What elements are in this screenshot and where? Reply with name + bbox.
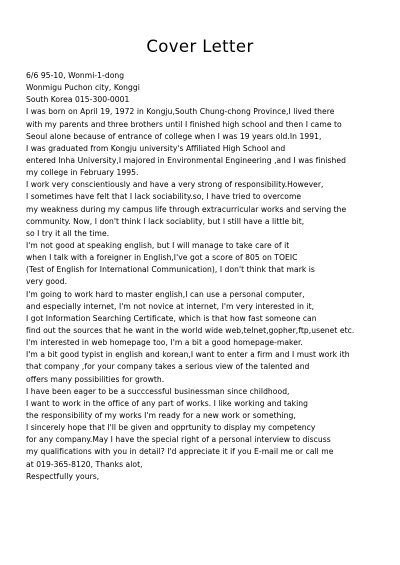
letter-line: entered Inha University,I majored in Environmental Engineering ,and I was finished (26, 155, 347, 165)
letter-line: find out the sources that he want in the world wide web,telnet,gopher,ftp,usenet etc. (26, 325, 355, 335)
letter-body (26, 70, 394, 483)
document-title: Cover Letter (146, 37, 254, 56)
letter-line: and especially internet, I'm not novice at internet, I'm very interested in it, (26, 301, 315, 311)
letter-line: with my parents and three brothers until I finished high school and then I came to (26, 119, 342, 129)
letter-line: very good. (26, 277, 68, 287)
letter-line: I have been eager to be a succcessful businessman since childhood, (26, 386, 290, 396)
letter-line: I'm going to work hard to master english,I can use a personal computer, (26, 289, 305, 299)
letter-line: Seoul alone because of entrance of college when I was 19 years old.In 1991, (26, 131, 322, 141)
letter-line: community. Now, I don't think I lack sociablity, but I still have a little bit, (26, 216, 305, 226)
letter-line: 6/6 95-10, Wonmi-1-dong (26, 71, 125, 80)
letter-line: I was graduated from Kongju university's Affiliated High School and (26, 143, 286, 153)
letter-line: I'm interested in web homepage too, I'm a bit a good homepage-maker. (26, 338, 303, 348)
letter-line: my qualifications with you in detail? I'd appreciate it if you E-mail me or call me (26, 447, 334, 457)
letter-line: at 019-365-8120, Thanks alot, (26, 459, 143, 469)
letter-line: I'm not good at speaking english, but I will manage to take care of it (26, 240, 290, 250)
letter-line: I sincerely hope that I'll be given and opprtunity to display my competency (26, 423, 316, 433)
letter-line: I sometimes have felt that I lack sociability.so, I have tried to overcome (26, 192, 302, 202)
letter-line: for any company.May I have the special right of a personal interview to discuss (26, 435, 331, 445)
letter-line: the responsibility of my works I'm ready for a new work or something, (26, 410, 296, 420)
letter-line: I work very conscientiously and have a very strong of responsibility.However, (26, 180, 324, 190)
letter-line: my weakness during my campus life through extracurricular works and serving the (26, 204, 347, 214)
letter-line: I was born on April 19, 1972 in Kongju,South Chung-chong Province,I lived there (26, 107, 335, 117)
letter-line: South Korea 015-300-0001 (26, 95, 130, 105)
letter-line: my college in February 1995. (26, 168, 139, 178)
letter-line: (Test of English for International Communication), I don't think that mark is (26, 265, 315, 275)
letter-line: Wonmigu Puchon city, Konggi (26, 83, 140, 93)
letter-line: offers many possibilities for growth. (26, 374, 165, 384)
letter-line: I want to work in the office of any part of works. I like working and taking (26, 398, 309, 408)
letter-line: when I talk with a foreigner in English,I've got a score of 805 on TOEIC (26, 253, 298, 263)
letter-line: so I try it all the time. (26, 228, 110, 238)
letter-line: I'm a bit good typist in english and korean,I want to enter a firm and I must work ith (26, 350, 350, 360)
letter-closing: Respectfully yours, (26, 471, 100, 481)
letter-line: I got Information Searching Certificate, which is that how fast someone can (26, 313, 317, 323)
letter-line: that company ,for your company takes a serious view of the talented and (26, 362, 310, 372)
